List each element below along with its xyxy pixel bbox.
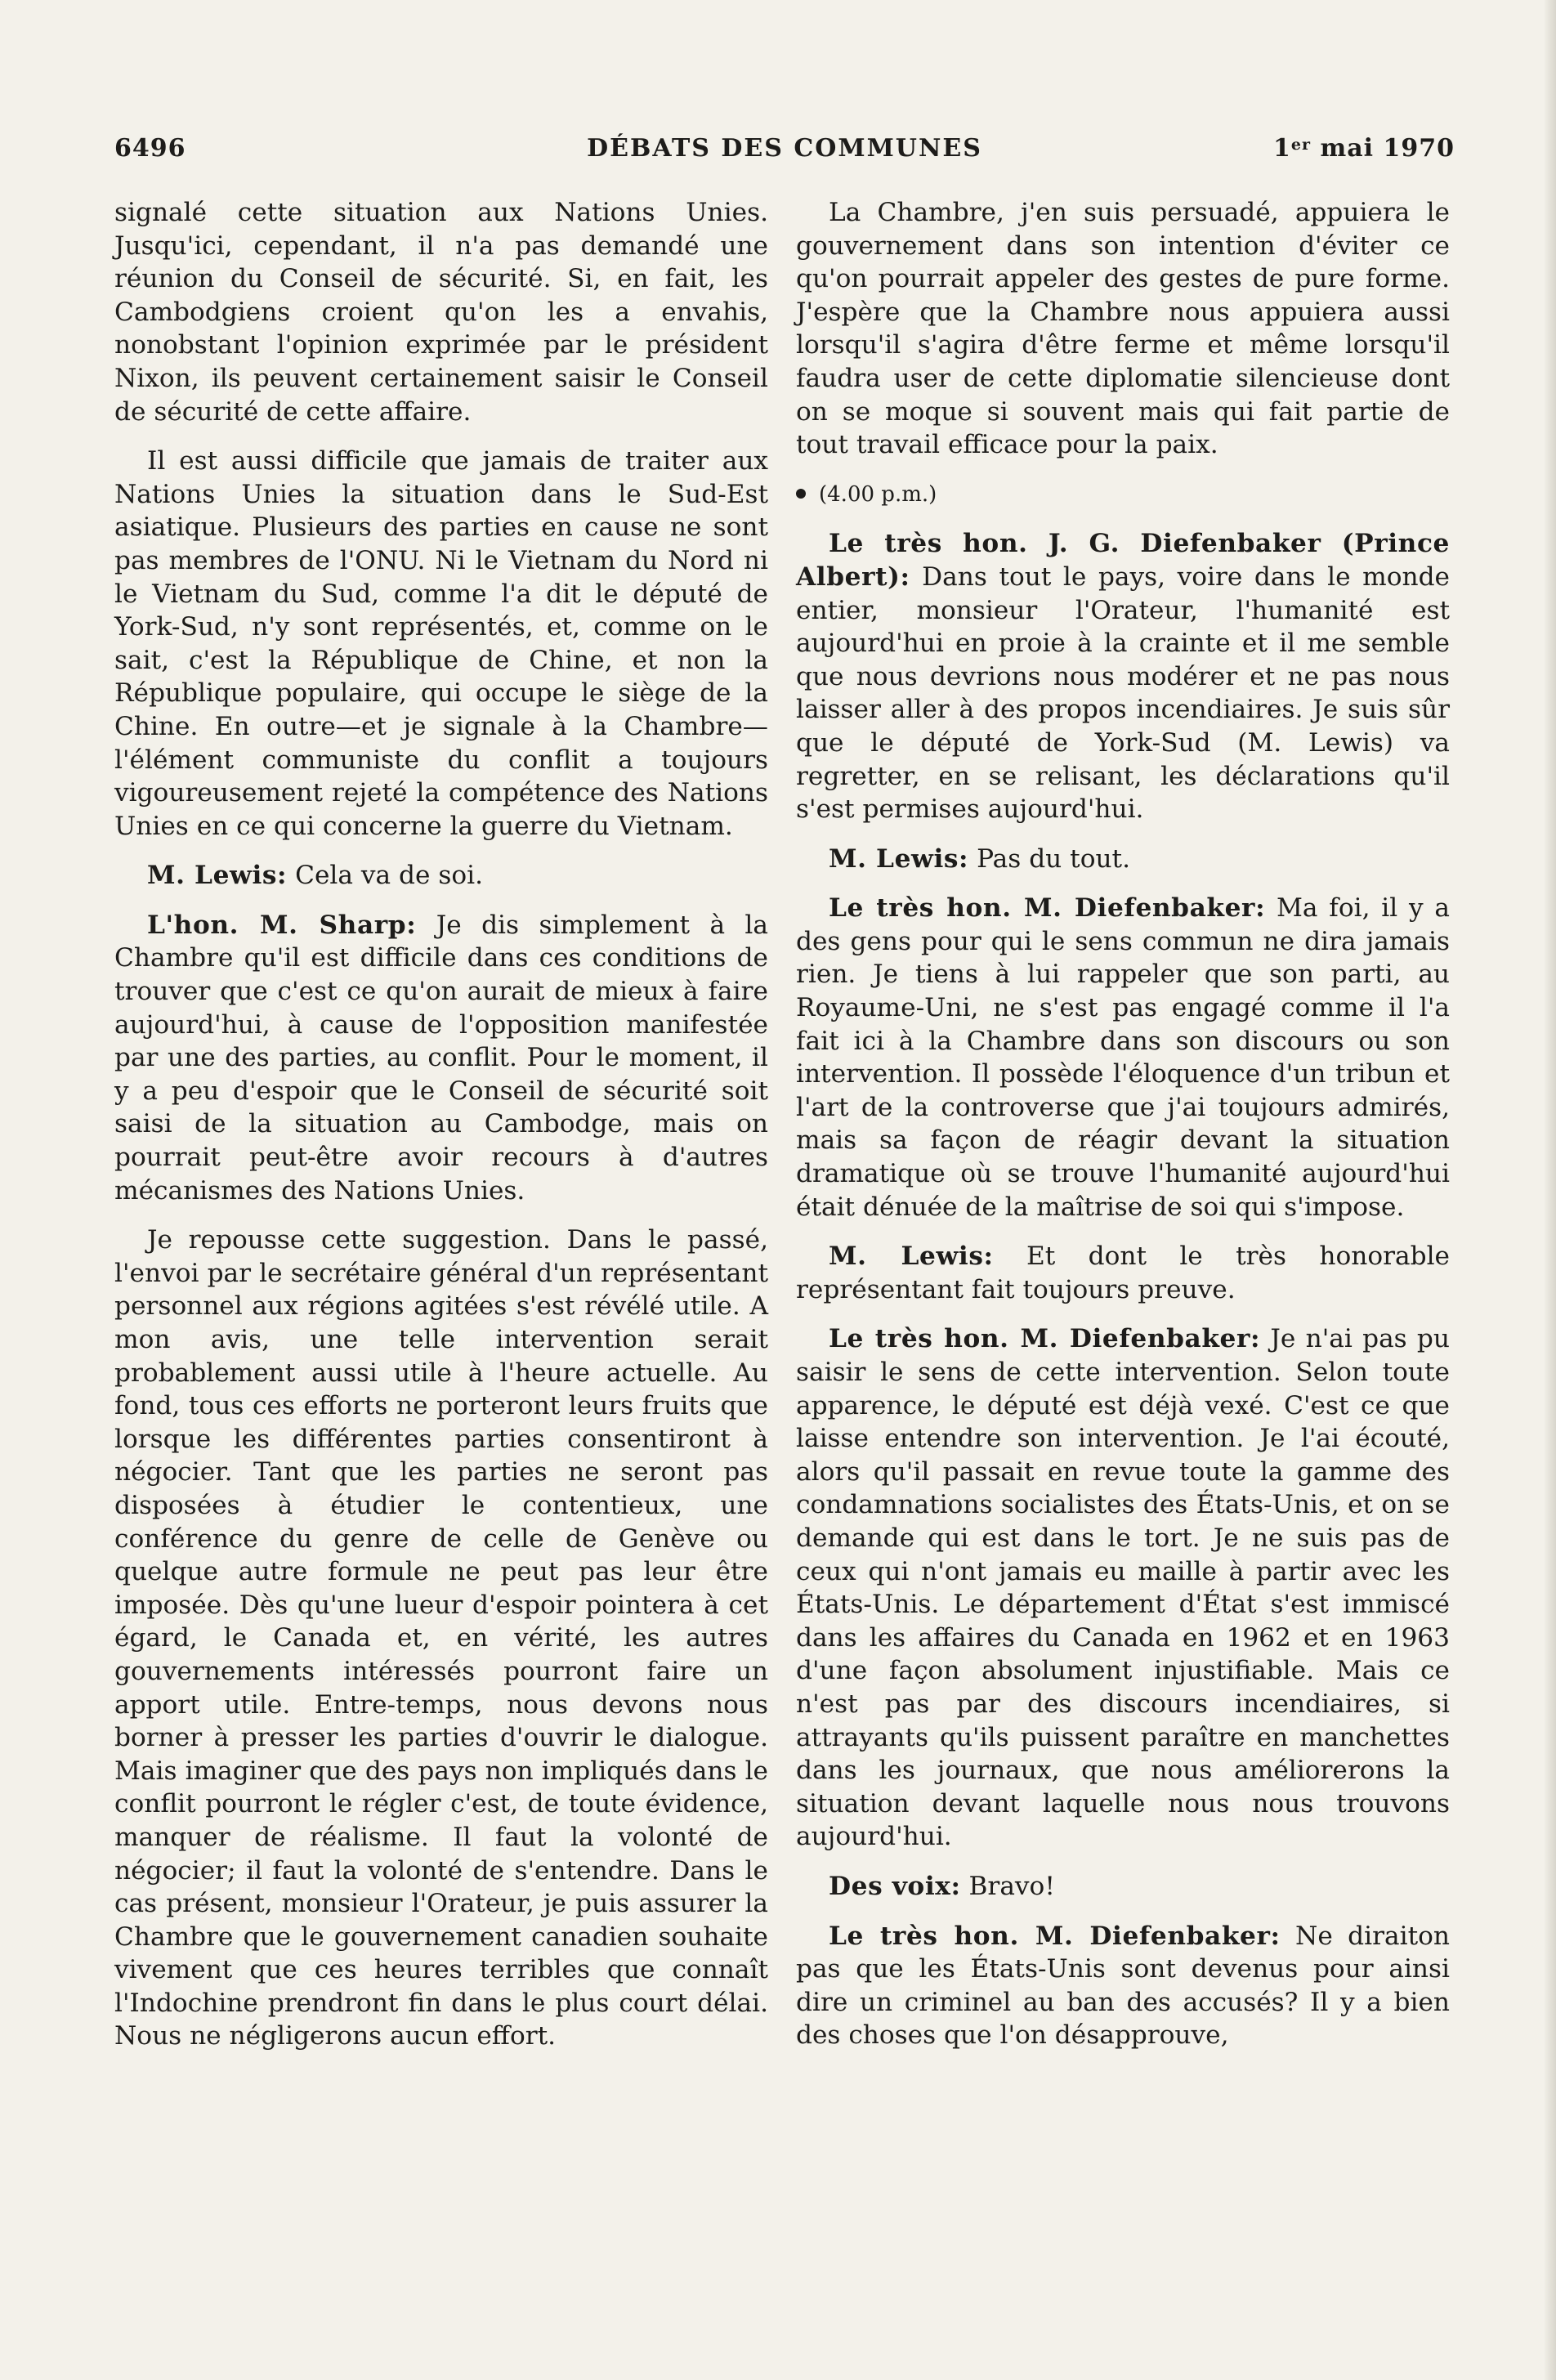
speech-paragraph [796, 1870, 1450, 1904]
speaker-name: M. Lewis: [147, 861, 288, 891]
speech-paragraph [114, 859, 768, 892]
paragraph-text: Cela va de soi. [287, 861, 484, 891]
speaker-name: Le très hon. M. Diefenbaker: [829, 1324, 1261, 1354]
paragraph-text: La Chambre, j'en suis persuadé, appuiera le gouvernement dans son intention d'éviter ce qu'on pourrait appeler des gestes de pure forme. J'espère que la Chambre nous appuiera aussi lorsqu'il s'agira d'être ferme et même lorsqu'il faudra user de cette diplomatie silencieuse dont on se moque si souvent mais qui fait partie de tout travail efficace pour la paix. [796, 198, 1450, 460]
speaker-name: M. Lewis: [829, 843, 969, 874]
text-paragraph [796, 196, 1450, 462]
left-column [114, 196, 768, 2069]
paragraph-text: Il est aussi difficile que jamais de traiter aux Nations Unies la situation dans le Sud-Est asiatique. Plusieurs des parties en cause ne sont pas membres de l'ONU. Ni le Vietnam du Nord ni le Vietnam du Sud, comme l'a dit le député de York-Sud, n'y sont représentés, et, comme on le sait, c'est la République de Chine, et non la République populaire, qui occupe le siège de la Chine. En outre—et je signale à la Chambre—l'élément communiste du conflit a toujours vigoureusement rejeté la compétence des Nations Unies en ce qui concerne la guerre du Vietnam. [114, 446, 768, 841]
speech-paragraph [796, 843, 1450, 876]
paragraph-text: (4.00 p.m.) [819, 481, 937, 507]
paragraph-text: Je n'ai pas pu saisir le sens de cette intervention. Selon toute apparence, le député est déjà vexé. C'est ce que laisse entendre son intervention. Je l'ai écouté, alors qu'il passait en revue toute la gamme des condamnations socialistes des États-Unis, et on se demande qui est dans le tort. Je ne suis pas de ceux qui n'ont jamais eu maille à partir avec les États-Unis. Le département d'État s'est immiscé dans les affaires du Canada en 1962 et en 1963 d'une façon absolument injustifiable. Mais ce n'est pas par des discours incendiaires, si attrayants qu'ils puissent paraître en manchettes dans les journaux, que nous améliorerons la situation devant laquelle nous nous trouvons aujourd'hui. [796, 1324, 1450, 1852]
paragraph-text: Bravo! [960, 1871, 1055, 1901]
speaker-name: Des voix: [829, 1871, 961, 1901]
right-column [796, 196, 1450, 2069]
speaker-name: L'hon. M. Sharp: [147, 910, 417, 940]
speaker-name: Le très hon. M. Diefenbaker: [829, 1921, 1281, 1951]
paragraph-text: Et dont le très honorable représentant fait toujours preuve. [796, 1241, 1450, 1304]
paragraph-text: Dans tout le pays, voire dans le monde entier, monsieur l'Orateur, l'humanité est aujourd'hui en proie à la crainte et il me semble que nous devrions nous modérer et ne pas nous laisser aller à des propos incendiaires. Je suis sûr que le député de York-Sud (M. Lewis) va regretter, en se relisant, les déclarations qu'il s'est permises aujourd'hui. [796, 561, 1450, 825]
page-edge-shadow [1545, 0, 1556, 2380]
speaker-name: Le très hon. J. G. Diefenbaker (Prince Albert): [796, 529, 1450, 592]
paragraph-text: Ne diraiton pas que les États-Unis sont devenus pour ainsi dire un criminel au ban des accusés? Il y a bien des choses que l'on désapprouve, [796, 1921, 1450, 2051]
paragraph-text: Ma foi, il y a des gens pour qui le sens commun ne dira jamais rien. Je tiens à lui rappeler que son parti, au Royaume-Uni, ne s'est pas engagé comme il l'a fait ici à la Chambre dans son discours ou son intervention. Il possède l'éloquence d'un tribun et l'art de la controverse que j'ai toujours admirés, mais sa façon de réagir devant la situation dramatique où se trouve l'humanité aujourd'hui était dénuée de la maîtrise de soi qui s'impose. [796, 893, 1450, 1222]
page-number: 6496 [114, 134, 186, 163]
bullet-icon [796, 489, 806, 499]
paragraph-text: signalé cette situation aux Nations Unies. Jusqu'ici, cependant, il n'a pas demandé une réunion du Conseil de sécurité. Si, en fait, les Cambodgiens croient qu'on les a envahis, nonobstant l'opinion exprimée par le président Nixon, ils peuvent certainement saisir le Conseil de sécurité de cette affaire. [114, 198, 768, 427]
speaker-name: M. Lewis: [829, 1241, 994, 1272]
issue-date: 1er mai 1970 [1273, 134, 1455, 163]
text-paragraph [114, 445, 768, 843]
page-header [114, 134, 1455, 172]
paragraph-text: Je repousse cette suggestion. Dans le passé, l'envoi par le secrétaire général d'un représentant personnel aux régions agitées s'est révélé utile. A mon avis, une telle intervention serait probablement aussi utile à l'heure actuelle. Au fond, tous ces efforts ne porteront leurs fruits que lorsque les différentes parties consentiront à négocier. Tant que les parties ne seront pas disposées à étudier le contentieux, une conférence du genre de celle de Genève ou quelque autre formule ne peut pas leur être imposée. Dès qu'une lueur d'espoir pointera à cet égard, le Canada et, en vérité, les autres gouvernements intéressés pourront faire un apport utile. Entre-temps, nous devons nous borner à presser les parties d'ouvrir le dialogue. Mais imaginer que des pays non impliqués dans le conflit pourront le régler c'est, de toute évidence, manquer de réalisme. Il faut la volonté de négocier; il faut la volonté de s'entendre. Dans le cas présent, monsieur l'Orateur, je puis assurer la Chambre que le gouvernement canadien souhaite vivement que ces heures terribles que connaît l'Indochine prendront fin dans le plus court délai. Nous ne négligerons aucun effort. [114, 1225, 768, 2051]
text-paragraph [114, 1224, 768, 2053]
time-marker [796, 478, 1450, 512]
speech-paragraph [796, 1240, 1450, 1306]
speech-paragraph [114, 909, 768, 1207]
speech-paragraph [796, 527, 1450, 825]
paragraph-text: Je dis simplement à la Chambre qu'il est difficile dans ces conditions de trouver que c'est ce qu'on aurait de mieux à faire aujourd'hui, à cause de l'opposition manifestée par une des parties, au conflit. Pour le moment, il y a peu d'espoir que le Conseil de sécurité soit saisi de la situation au Cambodge, mais on pourrait peut-être avoir recours à d'autres mécanismes des Nations Unies. [114, 910, 769, 1206]
speech-paragraph [796, 1920, 1450, 2052]
publication-title: DÉBATS DES COMMUNES [587, 134, 982, 163]
speech-paragraph [796, 892, 1450, 1224]
text-paragraph [114, 196, 768, 428]
paragraph-text: Pas du tout. [968, 843, 1131, 874]
speech-paragraph [796, 1322, 1450, 1854]
speaker-name: Le très hon. M. Diefenbaker: [829, 893, 1266, 924]
